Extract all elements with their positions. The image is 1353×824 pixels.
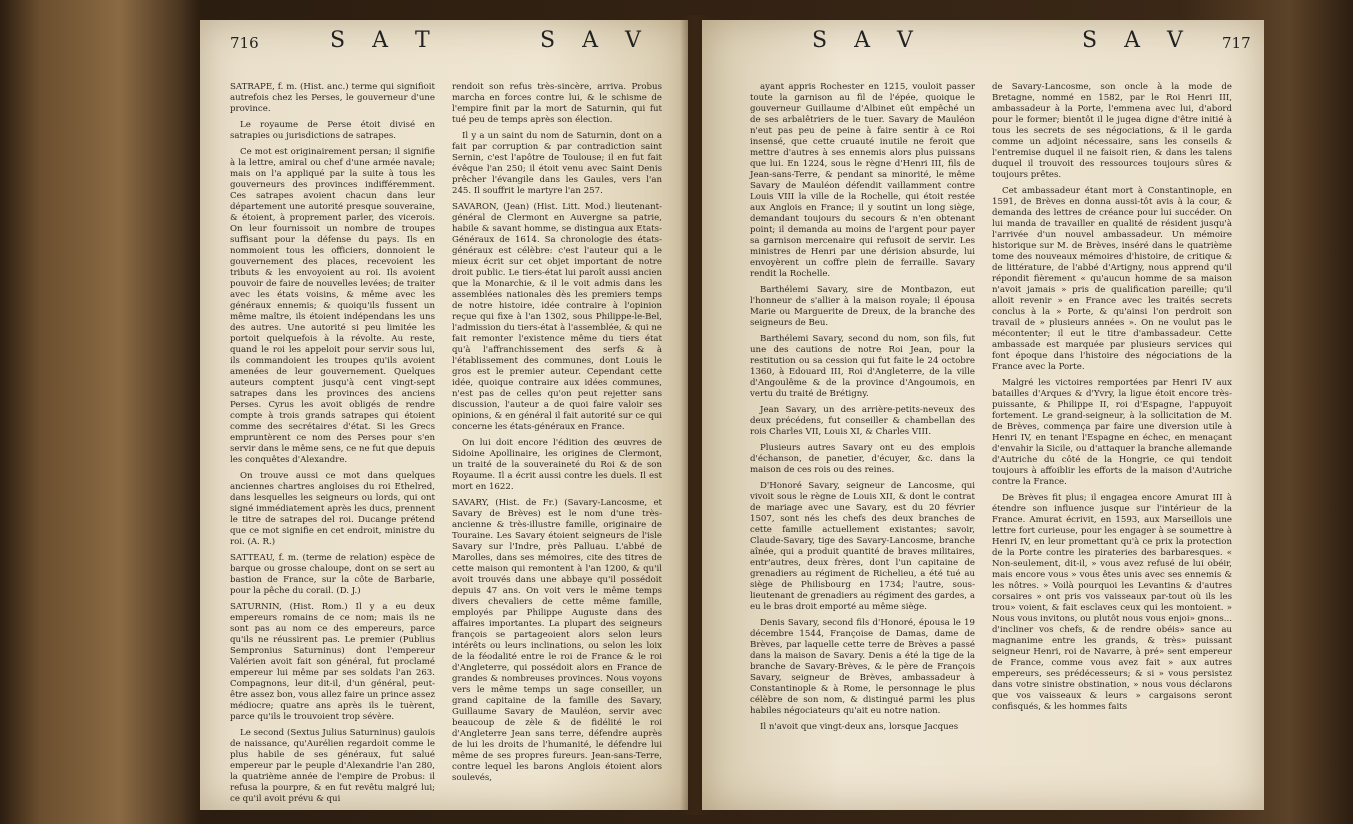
left-page xyxy=(200,20,688,810)
paragraph: Jean Savary, un des arrière-petits-neveux des deux précédens, fut conseiller & chambellan des rois Charles VII, Louis XI, & Charles VIII. xyxy=(750,405,975,437)
right-column-1 xyxy=(750,82,975,738)
paragraph: SATRAPE, f. m. (Hist. anc.) terme qui signifioit autrefois chez les Perses, le gouverneur d'une province. xyxy=(230,82,435,114)
paragraph: Ce mot est originairement persan; il signifie à la lettre, amiral ou chef d'une armée navale; mais on l'a appliqué par la suite à tous les gouverneurs des provinces indifféremment. Ces satrapes avoient chacun dans leur département une autorité presque souveraine, & étoient, à proprement parler, des vicerois. On leur fournissoit un nombre de troupes suffisant pour la défense du pays. Ils en nommoient tous les officiers, donnoient le gouvernement des places, recevoient les tributs & les envoyoient au roi. Ils avoient pouvoir de faire de nouvelles levées; de traiter avec les états voisins, & même avec les généraux ennemis; & quoiqu'ils fussent un même maître, ils étoient indépendans les uns des autres. Une autorité si peu limitée les portoit quelquefois à la révolte. Au reste, quand le roi les appeloit pour servir sous lui, ils commandoient les troupes qu'ils avoient amenées de leur gouvernement. Quelques auteurs comptent jusqu'à cent vingt-sept satrapes dans les provinces des anciens Perses. Cyrus les avoit obligés de rendre compte à trois grands satrapes qui étoient comme des secrétaires d'état. Si les Grecs empruntèrent ce nom des Perses pour s'en servir dans le même sens, ce ne fut que depuis les conquêtes d'Alexandre. xyxy=(230,147,435,465)
paragraph: ayant appris Rochester en 1215, vouloit passer toute la garnison au fil de l'épée, quoique le gouverneur Guillaume d'Albinet eût empêché un de ses arbalêtriers de le tuer. Savary de Mauléon n'eut pas peu de peine à faire sentir à ce Roi insensé, que cette cruauté inutile ne feroit que mettre d'autres à ses ennemis alors plus puissans que lui. En 1224, sous le règne d'Henri III, fils de Jean-sans-Terre, & pendant sa minorité, le même Savary de Mauléon défendit vaillamment contre Louis VIII la ville de la Rochelle, qui étoit restée aux Anglois en France; il y soutint un long siège, demandant toujours du secours & n'en obtenant point; il demanda au moins de l'argent pour payer sa garnison mercenaire qui refusoit de servir. Les ministres de Henri par une dérision absurde, lui envoyèrent un coffre plein de ferraille. Savary rendit la Rochelle. xyxy=(750,82,975,279)
paragraph: Denis Savary, second fils d'Honoré, épousa le 19 décembre 1544, Françoise de Damas, dame de Brèves, par laquelle cette terre de Brèves a passé dans la maison de Savary. Denis a été la tige de la branche de Savary-Brèves, & le père de François Savary, seigneur de Brèves, ambassadeur à Constantinople & à Rome, le personnage le plus célèbre de son nom, & distingué parmi les plus habiles négociateurs qu'ait eu notre nation. xyxy=(750,618,975,716)
paragraph: Cet ambassadeur étant mort à Constantinople, en 1591, de Brèves en donna aussi-tôt avis à la cour, & demanda des lettres de créance pour lui succéder. On lui manda de travailler en qualité de résident jusqu'à l'arrivée d'un nouvel ambassadeur. Un mémoire historique sur M. de Brèves, inséré dans le quatrième tome des nouveaux mémoires d'histoire, de critique & de littérature, de l'abbé d'Artigny, nous apprend qu'il répondit fièrement « qu'aucun homme de sa maison n'avoit jamais » pris de qualification pareille; qu'il alloit revenir » en France avec les traités secrets conclus à la » Porte, & qu'ainsi l'on perdroit son travail de » plusieurs années ». On ne voulut pas le mécontenter; il eut le titre d'ambassadeur. Cette ambassade est marquée par plusieurs services qui font époque dans l'histoire des négociations de la France avec la Porte. xyxy=(992,186,1232,372)
right-page xyxy=(702,20,1264,810)
paragraph: Le royaume de Perse étoit divisé en satrapies ou jurisdictions de satrapes. xyxy=(230,120,435,141)
paragraph: Malgré les victoires remportées par Henri IV aux batailles d'Arques & d'Yvry, la ligue étoit encore très-puissante, & Philippe II, roi d'Espagne, l'appuyoit fortement. Le grand-seigneur, à la sollicitation de M. de Brèves, commença par faire une diversion utile à Henri IV, en tenant l'Espagne en échec, en menaçant d'envahir la Sicile, ou d'attaquer la branche allemande d'Autriche du côté de la Hongrie, ce qui tendoit toujours à affoiblir les efforts de la maison d'Autriche contre la France. xyxy=(992,378,1232,487)
paragraph: Barthélemi Savary, sire de Montbazon, eut l'honneur de s'allier à la maison royale; il épousa Marie ou Marguerite de Dreux, de la branche des seigneurs de Beu. xyxy=(750,285,975,328)
right-running-head: S A V xyxy=(812,28,923,53)
right-page-number: 717 xyxy=(1222,34,1251,52)
paragraph: Il n'avoit que vingt-deux ans, lorsque Jacques xyxy=(760,722,959,732)
paragraph: SATTEAU, f. m. (terme de relation) espèce de barque ou grosse chaloupe, dont on se sert au bastion de France, sur la côte de Barbarie, pour la pêche du corail. (D. J.) xyxy=(230,553,435,596)
paragraph: SATURNIN, (Hist. Rom.) Il y a eu deux empereurs romains de ce nom; mais ils ne sont pas au nom ce des empereurs, parce qu'ils ne réussirent pas. Le premier (Publius Sempronius Saturninus) dont l'empereur Valérien avoit fait son général, fut proclamé empereur lui même par ses soldats l'an 263. Compagnons, leur dit-il, d'un général, peut-être assez bon, vous allez faire un prince assez médiocre; quatre ans après ils le tuèrent, parce qu'ils le trouvoient trop sévère. xyxy=(230,602,435,722)
paragraph: Il y a un saint du nom de Saturnin, dont on a fait par corruption & par contradiction saint Sernin, c'est l'apôtre de Toulouse; il en fut fait évêque l'an 250; il étoit venu avec Saint Denis prêcher l'évangile dans les Gaules, vers l'an 245. Il souffrit le martyre l'an 257. xyxy=(452,131,662,196)
paragraph: de Savary-Lancosme, son oncle à la mode de Bretagne, nommé en 1582, par le Roi Henri III, ambassadeur à la Porte, l'emmena avec lui, d'abord pour le former; bientôt il le jugea digne d'être initié à tous les secrets de ses négociations, & il le garda comme un adjoint nécessaire, sans les conseils & l'entremise duquel il ne faisoit rien, & dans les talens duquel il trouvoit des ressources toujours sûres & toujours prêtes. xyxy=(992,82,1232,180)
paragraph: SAVARY, (Hist. de Fr.) (Savary-Lancosme, et Savary de Brèves) est le nom d'une très-ancienne & très-illustre famille, originaire de Touraine. Les Savary étoient seigneurs de l'isle Savary sur l'Indre, près Palluau. L'abbé de Marolles, dans ses mémoires, cite des titres de cette maison qui remontent à l'an 1200, & qu'il avoit trouvés dans une abbaye qu'il possédoit depuis 47 ans. On voit vers le même temps divers chevaliers de cette même famille, employés par Philippe Auguste dans des affaires importantes. La plupart des seigneurs françois se partageoient alors selon leurs intérêts ou leurs inclinations, ou selon les loix de la féodalité entre le roi de France & le roi d'Angleterre, qui possédoit alors en France de grandes & nombreuses provinces. Nous voyons vers le même temps un sage conseiller, un grand capitaine de la famille des Savary, Guillaume Savary de Mauléon, servir avec beaucoup de zèle & de fidélité le roi d'Angleterre Jean sans terre, défendre auprès de lui les droits de l'humanité, le défendre lui même de ses propres fureurs. Jean-sans-Terre, contre lequel les barons Anglois étoient alors soulevés, xyxy=(452,498,662,783)
paragraph: Barthélemi Savary, second du nom, son fils, fut une des cautions de notre Roi Jean, pour la restitution ou sa cession qui fut faite le 24 octobre 1360, à Edouard III, Roi d'Angleterre, de la ville d'Angoulême & de la province d'Angoumois, en vertu du traité de Brétigny. xyxy=(750,334,975,399)
right-column-2 xyxy=(992,82,1232,718)
right-running-head-right: S A V xyxy=(1082,28,1193,53)
left-running-head: S A T xyxy=(330,28,440,53)
paragraph: rendoit son refus très-sincère, arriva. Probus marcha en forces contre lui, & le schisme de l'empire finit par la mort de Saturnin, qui fut tué peu de temps après son élection. xyxy=(452,82,662,125)
paragraph: De Brèves fit plus; il engagea encore Amurat III à étendre son influence jusque sur l'intérieur de la France. Amurat écrivit, en 1593, aux Marseillois une lettre fort curieuse, pour les engager à se soumettre à Henri IV, en leur promettant qu'à ce prix la protection de la Porte contre les pirateries des barbaresques. « Non-seulement, dit-il, » vous avez refusé de lui obéir, mais encore vous » vous êtes unis avec ses ennemis & les nôtres. » Voilà pourquoi les Levantins & d'autres corsaires » ont pris vos vaisseaux par-tout où ils les trou» voient, & fait esclaves ceux qui les montoient. » Nous vous invitons, ou plutôt nous vous enjoi» gnons... d'incliner vos chefs, & de rendre obéis» sance au magnanime entre les grands, & très» puissant seigneur Henri, roi de Navarre, à pré» sent empereur de France, comme vous avez fait » aux autres empereurs, ses prédécesseurs; & si » vous persistez dans votre sinistre obstination, » nous vous déclarons que vos vaisseaux & leurs » cargaisons seront confisqués, & les hommes faits xyxy=(992,493,1232,712)
paragraph: Plusieurs autres Savary ont eu des emplois d'échanson, de panetier, d'écuyer, &c. dans la maison de ces rois ou des reines. xyxy=(750,443,975,475)
left-page-number: 716 xyxy=(230,34,259,52)
left-column-1 xyxy=(230,82,435,810)
paragraph: SAVARON, (Jean) (Hist. Litt. Mod.) lieutenant-général de Clermont en Auvergne sa patrie, habile & savant homme, se distingua aux Etats-Généraux de 1614. Sa chronologie des états-généraux est célèbre: c'est l'auteur qui a le mieux écrit sur cet objet important de notre droit public. Le tiers-état lui paroît aussi ancien que la Monarchie, & il le voit admis dans les assemblées nationales dès les premiers temps de notre histoire, idée contraire à l'opinion reçue qui fixe à l'an 1302, sous Philippe-le-Bel, l'admission du tiers-état à l'assemblée, & qui ne fait remonter l'existence même du tiers état qu'à l'affranchissement des serfs & à l'établissement des communes, dont Louis le gros est le premier auteur. Cependant cette idée, quoique contraire aux idées communes, n'est pas de celles qu'on peut rejetter sans discussion, l'auteur a de quoi faire valoir ses opinions, & en général il fait autorité sur ce qui concerne les états-généraux en France. xyxy=(452,202,662,432)
left-column-2 xyxy=(452,82,662,789)
paragraph: Le second (Sextus Julius Saturninus) gaulois de naissance, qu'Aurélien regardoit comme le plus habile de ses généraux, fut salué empereur par le peuple d'Alexandrie l'an 280, la quatrième année de l'empire de Probus: il refusa la pourpre, & en fut revêtu malgré lui; ce qu'il avoit prévu & qui xyxy=(230,728,435,804)
paragraph: On lui doit encore l'édition des œuvres de Sidoine Apollinaire, les origines de Clermont, un traité de la souveraineté du Roi & de son Royaume. Il a écrit aussi contre les duels. Il est mort en 1622. xyxy=(452,438,662,492)
left-running-head-right: S A V xyxy=(540,28,651,53)
paragraph: On trouve aussi ce mot dans quelques anciennes chartres angloises du roi Ethelred, dans lesquelles les seigneurs ou lords, qui ont signé immédiatement après les ducs, prennent le titre de satrapes del roi. Ducange prétend que ce mot signifie en cet endroit, ministre du roi. (A. R.) xyxy=(230,471,435,547)
paragraph: D'Honoré Savary, seigneur de Lancosme, qui vivoit sous le règne de Louis XII, & dont le contrat de mariage avec une Savary, est du 20 février 1507, sont nés les chefs des deux branches de cette famille actuellement existantes; savoir, Claude-Savary, tige des Savary-Lancosme, branche aînée, qui a produit quantité de braves militaires, entr'autres, deux frères, dont l'un capitaine de grenadiers au régiment de Richelieu, a été tué au siège de Philisbourg en 1734; l'autre, sous-lieutenant de grenadiers au régiment des gardes, a eu le bras droit emporté au même siège. xyxy=(750,481,975,612)
